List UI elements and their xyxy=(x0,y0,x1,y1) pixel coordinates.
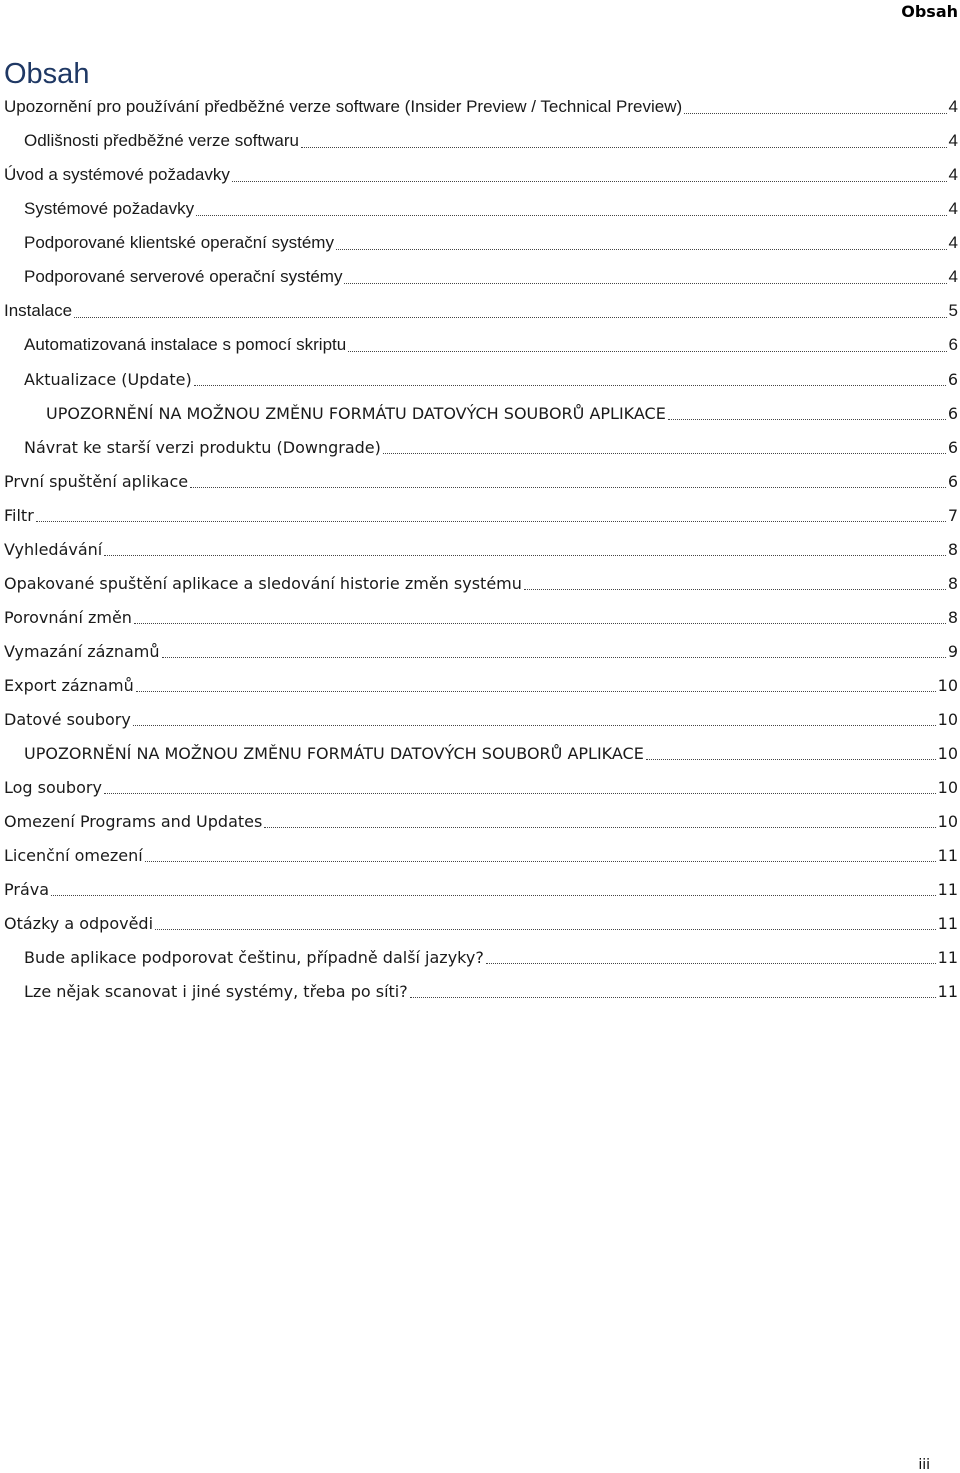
toc-entry-title: Datové soubory xyxy=(4,709,131,729)
toc-entry-title: Export záznamů xyxy=(4,675,134,695)
toc-entry-page-number: 8 xyxy=(947,573,958,593)
toc-entry-title: Vyhledávání xyxy=(4,539,103,559)
toc-entry-page-number: 10 xyxy=(937,709,958,729)
page-number: iii xyxy=(918,1457,930,1473)
toc-entry[interactable] xyxy=(0,634,960,668)
toc-entry-title: Vymazání záznamů xyxy=(4,641,160,661)
toc-dot-leader xyxy=(410,997,936,998)
toc-dot-leader xyxy=(344,283,946,284)
toc-dot-leader xyxy=(145,861,936,862)
toc-entry[interactable] xyxy=(0,736,960,770)
toc-entry-page-number: 4 xyxy=(948,199,958,218)
toc-entry-title: UPOZORNĚNÍ NA MOŽNOU ZMĚNU FORMÁTU DATOVÝCH SOUBORŮ APLIKACE xyxy=(46,403,666,423)
toc-entry-page-number: 4 xyxy=(948,131,958,150)
toc-entry[interactable] xyxy=(0,974,960,1008)
toc-entry-page-number: 10 xyxy=(937,811,958,831)
toc-entry[interactable] xyxy=(0,464,960,498)
toc-entry[interactable] xyxy=(0,192,960,226)
toc-entry[interactable] xyxy=(0,158,960,192)
toc-entry-page-number: 6 xyxy=(947,369,958,389)
toc-dot-leader xyxy=(348,351,946,352)
running-header-title: Obsah xyxy=(901,2,958,21)
toc-dot-leader xyxy=(264,827,935,828)
toc-entry-page-number: 8 xyxy=(947,539,958,559)
toc-dot-leader xyxy=(383,453,946,454)
toc-entry[interactable] xyxy=(0,566,960,600)
toc-dot-leader xyxy=(301,147,947,148)
toc-entry-title: Úvod a systémové požadavky xyxy=(4,165,230,184)
toc-dot-leader xyxy=(133,725,936,726)
toc-entry-title: Návrat ke starší verzi produktu (Downgrade) xyxy=(24,437,381,457)
toc-entry-page-number: 6 xyxy=(947,471,958,491)
toc-entry-page-number: 11 xyxy=(937,879,958,899)
toc-entry[interactable] xyxy=(0,668,960,702)
toc-dot-leader xyxy=(194,385,946,386)
toc-dot-leader xyxy=(684,113,946,114)
toc-entry[interactable] xyxy=(0,294,960,328)
toc-entry[interactable] xyxy=(0,940,960,974)
toc-entry-title: Automatizovaná instalace s pomocí skriptu xyxy=(24,335,347,354)
toc-entry-title: Aktualizace (Update) xyxy=(24,369,192,389)
toc-entry-title: Porovnání změn xyxy=(4,607,132,627)
toc-entry-page-number: 11 xyxy=(937,913,958,933)
toc-entry[interactable] xyxy=(0,600,960,634)
toc-entry-title: Práva xyxy=(4,879,50,899)
toc-entry-page-number: 4 xyxy=(948,97,958,116)
toc-entry-title: Upozornění pro používání předběžné verze software (Insider Preview / Technical Preview) xyxy=(4,97,683,116)
toc-entry-page-number: 4 xyxy=(948,165,958,184)
toc-entry-page-number: 10 xyxy=(937,743,958,763)
toc-dot-leader xyxy=(134,623,946,624)
toc-dot-leader xyxy=(162,657,946,658)
toc-dot-leader xyxy=(36,521,946,522)
toc-entry-page-number: 8 xyxy=(947,607,958,627)
toc-entry-page-number: 4 xyxy=(948,233,958,252)
toc-entry[interactable] xyxy=(0,532,960,566)
toc-entry[interactable] xyxy=(0,362,960,396)
toc-entry-title: Omezení Programs and Updates xyxy=(4,811,263,831)
toc-entry-title: Podporované klientské operační systémy xyxy=(24,233,334,252)
toc-entry-page-number: 7 xyxy=(947,505,958,525)
toc-entry[interactable] xyxy=(0,906,960,940)
toc-dot-leader xyxy=(190,487,946,488)
toc-dot-leader xyxy=(524,589,946,590)
toc-entry-title: Filtr xyxy=(4,505,34,525)
toc-entry[interactable] xyxy=(0,226,960,260)
toc-entry-title: Podporované serverové operační systémy xyxy=(24,267,343,286)
toc-entry-title: Odlišnosti předběžné verze softwaru xyxy=(24,131,299,150)
toc-title: Obsah xyxy=(4,58,90,90)
toc-entry[interactable] xyxy=(0,260,960,294)
toc-dot-leader xyxy=(51,895,936,896)
toc-entry[interactable] xyxy=(0,872,960,906)
toc-entry-title: Instalace xyxy=(4,301,73,320)
toc-entry[interactable] xyxy=(0,328,960,362)
toc-entry-title: Bude aplikace podporovat češtinu, případně další jazyky? xyxy=(24,947,484,967)
toc-entry-title: První spuštění aplikace xyxy=(4,471,189,491)
toc-entry-page-number: 11 xyxy=(937,845,958,865)
toc-entry-page-number: 4 xyxy=(948,267,958,286)
toc-entry-title: Systémové požadavky xyxy=(24,199,195,218)
toc-dot-leader xyxy=(155,929,936,930)
toc-entry[interactable] xyxy=(0,804,960,838)
toc-entry[interactable] xyxy=(0,498,960,532)
toc-entry[interactable] xyxy=(0,702,960,736)
toc-dot-leader xyxy=(486,963,936,964)
toc-entry[interactable] xyxy=(0,90,960,124)
toc-entry[interactable] xyxy=(0,396,960,430)
toc-dot-leader xyxy=(646,759,936,760)
table-of-contents xyxy=(0,90,960,1008)
toc-entry[interactable] xyxy=(0,838,960,872)
toc-entry-page-number: 6 xyxy=(947,403,958,423)
toc-dot-leader xyxy=(196,215,946,216)
toc-dot-leader xyxy=(336,249,947,250)
toc-dot-leader xyxy=(104,793,936,794)
toc-dot-leader xyxy=(104,555,946,556)
toc-entry-page-number: 10 xyxy=(937,675,958,695)
toc-dot-leader xyxy=(74,317,946,318)
toc-entry[interactable] xyxy=(0,124,960,158)
toc-entry[interactable] xyxy=(0,770,960,804)
toc-dot-leader xyxy=(136,691,936,692)
toc-entry-title: Licenční omezení xyxy=(4,845,143,865)
toc-entry[interactable] xyxy=(0,430,960,464)
toc-entry-title: Lze nějak scanovat i jiné systémy, třeba po síti? xyxy=(24,981,408,1001)
toc-entry-page-number: 6 xyxy=(947,437,958,457)
toc-entry-page-number: 5 xyxy=(948,301,958,320)
toc-entry-page-number: 11 xyxy=(937,947,958,967)
toc-dot-leader xyxy=(232,181,947,182)
toc-entry-page-number: 10 xyxy=(937,777,958,797)
toc-entry-title: Opakované spuštění aplikace a sledování historie změn systému xyxy=(4,573,522,593)
toc-entry-page-number: 11 xyxy=(937,981,958,1001)
toc-dot-leader xyxy=(668,419,946,420)
toc-entry-page-number: 6 xyxy=(948,335,958,354)
toc-entry-page-number: 9 xyxy=(947,641,958,661)
toc-entry-title: Otázky a odpovědi xyxy=(4,913,154,933)
toc-entry-title: UPOZORNĚNÍ NA MOŽNOU ZMĚNU FORMÁTU DATOVÝCH SOUBORŮ APLIKACE xyxy=(24,743,644,763)
toc-entry-title: Log soubory xyxy=(4,777,102,797)
